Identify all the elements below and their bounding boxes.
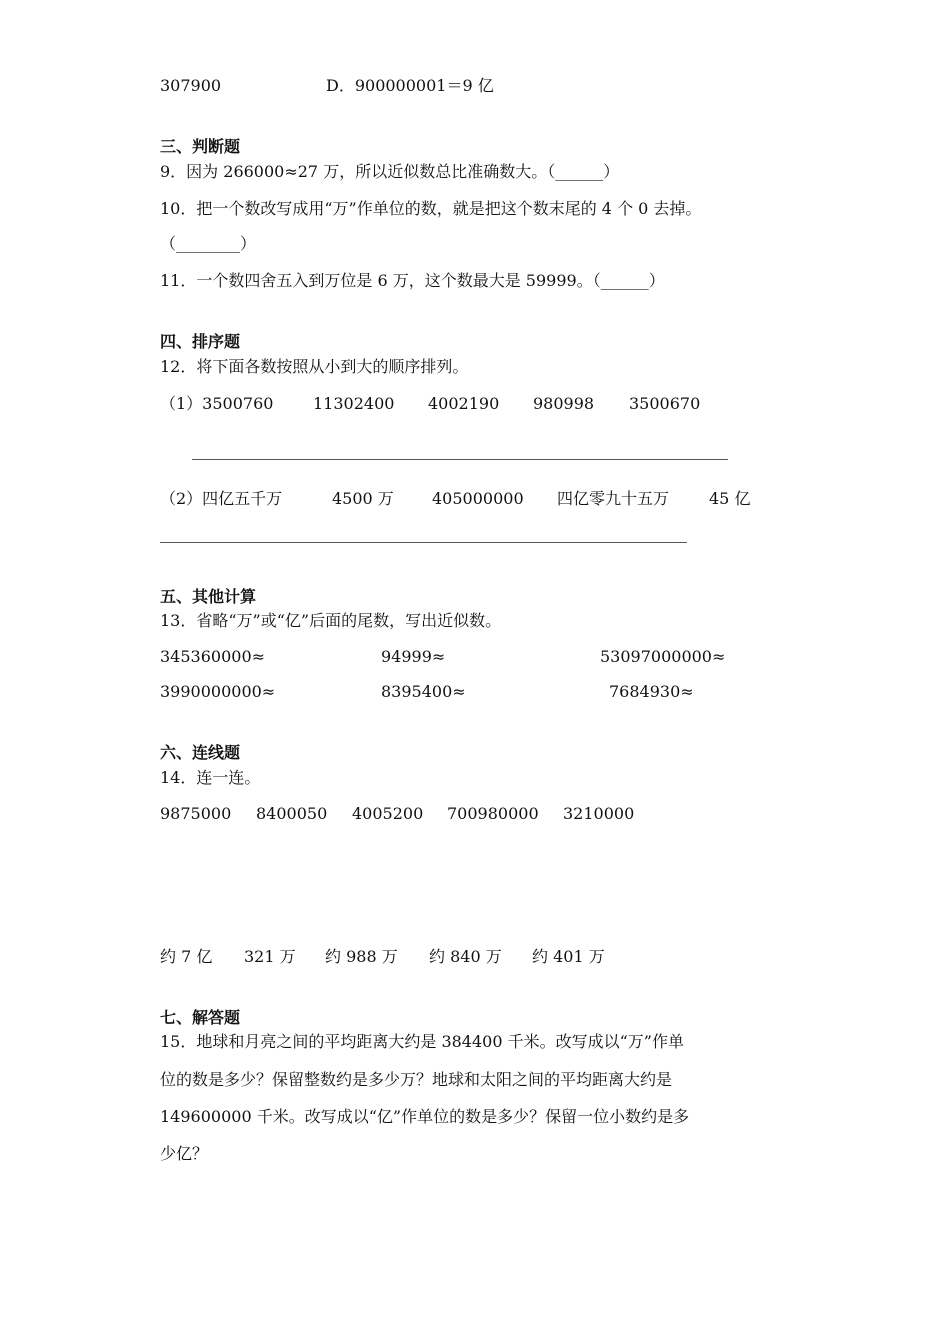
order-2-item: （2）四亿五千万: [160, 489, 283, 508]
option-d: D．900000001＝9 亿: [326, 76, 494, 95]
question-15-line: 15．地球和月亮之间的平均距离大约是 384400 千米。改写成以“万”作单: [160, 1032, 684, 1051]
answer-line-1: [192, 459, 728, 460]
approx-item: 8395400≈: [381, 682, 466, 701]
question-10: 10．把一个数改写成用“万”作单位的数，就是把这个数末尾的 4 个 0 去掉。: [160, 199, 702, 218]
match-approx: 321 万: [244, 947, 296, 966]
approx-item: 345360000≈: [160, 647, 266, 666]
question-13: 13．省略“万”或“亿”后面的尾数，写出近似数。: [160, 611, 502, 630]
order-1-item: 11302400: [313, 394, 395, 413]
order-2-item: 45 亿: [709, 489, 751, 508]
match-approx: 约 988 万: [325, 947, 398, 966]
section-title-judgement: 三、判断题: [160, 137, 241, 156]
match-number: 9875000: [160, 804, 232, 823]
match-approx: 约 401 万: [532, 947, 605, 966]
approx-item: 3990000000≈: [160, 682, 276, 701]
order-2-item: 四亿零九十五万: [557, 489, 670, 508]
match-approx: 约 7 亿: [160, 947, 213, 966]
question-15-line: 位的数是多少？保留整数约是多少万？地球和太阳之间的平均距离大约是: [160, 1070, 673, 1089]
question-12: 12．将下面各数按照从小到大的顺序排列。: [160, 357, 469, 376]
question-14: 14．连一连。: [160, 768, 261, 787]
order-1-item: （1）3500760: [160, 394, 274, 413]
order-1-item: 4002190: [428, 394, 500, 413]
approx-item: 53097000000≈: [600, 647, 726, 666]
order-1-item: 980998: [533, 394, 595, 413]
question-10-blank: （________）: [160, 234, 257, 253]
section-title-calculation: 五、其他计算: [160, 587, 257, 606]
question-9: 9．因为 266000≈27 万，所以近似数总比准确数大。（______）: [160, 162, 620, 181]
match-approx: 约 840 万: [429, 947, 502, 966]
section-title-answer: 七、解答题: [160, 1008, 241, 1027]
approx-item: 7684930≈: [609, 682, 694, 701]
section-title-ordering: 四、排序题: [160, 332, 241, 351]
order-2-item: 4500 万: [332, 489, 394, 508]
approx-item: 94999≈: [381, 647, 446, 666]
match-number: 700980000: [447, 804, 539, 823]
match-number: 3210000: [563, 804, 635, 823]
answer-line-2: [160, 542, 687, 543]
match-number: 8400050: [256, 804, 328, 823]
question-15-line: 149600000 千米。改写成以“亿”作单位的数是多少？保留一位小数约是多: [160, 1107, 690, 1126]
option-c-value: 307900: [160, 76, 222, 95]
order-2-item: 405000000: [432, 489, 524, 508]
section-title-matching: 六、连线题: [160, 743, 241, 762]
question-11: 11．一个数四舍五入到万位是 6 万，这个数最大是 59999。（______）: [160, 271, 665, 290]
order-1-item: 3500670: [629, 394, 701, 413]
question-15-line: 少亿？: [160, 1144, 209, 1163]
match-number: 4005200: [352, 804, 424, 823]
